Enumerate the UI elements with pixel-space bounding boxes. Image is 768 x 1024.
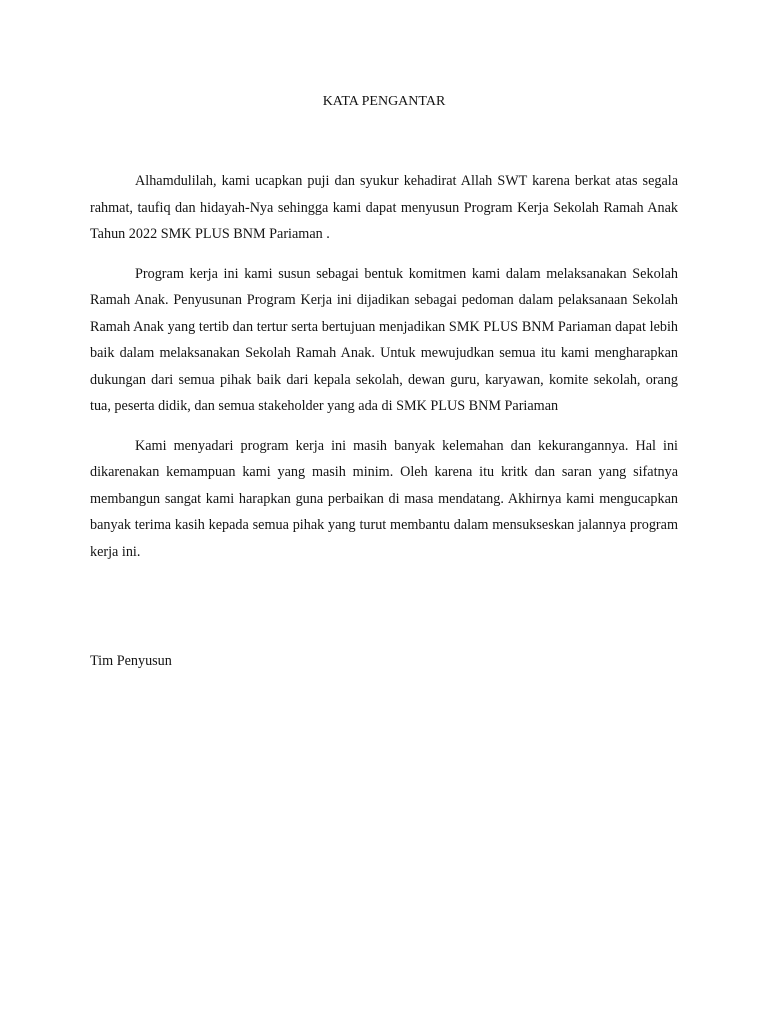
signature: Tim Penyusun <box>90 653 172 669</box>
paragraph-opening: Alhamdulilah, kami ucapkan puji dan syukur kehadirat Allah SWT karena berkat atas segala rahmat, taufiq dan hidayah-Nya sehingga kami dapat menyusun Program Kerja Sekolah Ramah Anak Tahun 2022 SMK PLUS BNM Pariaman . <box>90 173 678 242</box>
paragraph-closing: Kami menyadari program kerja ini masih banyak kelemahan dan kekurangannya. Hal ini dikarenakan kemampuan kami yang masih minim. Oleh karena itu kritk dan saran yang sifatnya membangun sangat kami harapkan guna perbaikan di masa mendatang. Akhirnya kami mengucapkan banyak terima kasih kepada semua pihak yang turut membantu dalam mensukseskan jalannya program kerja ini. <box>90 437 678 560</box>
page-title: KATA PENGANTAR <box>322 94 446 109</box>
paragraph-commitment: Program kerja ini kami susun sebagai bentuk komitmen kami dalam melaksanakan Sekolah Ramah Anak. Penyusunan Program Kerja ini dijadikan sebagai pedoman dalam pelaksanaan Sekolah Ramah Anak yang tertib dan tertur serta bertujuan menjadikan SMK PLUS BNM Pariaman dapat lebih baik dalam melaksanakan Sekolah Ramah Anak. Untuk mewujudkan semua itu kami mengharapkan dukungan dari semua pihak baik dari kepala sekolah, dewan guru, karyawan, komite sekolah, orang tua, peserta didik, dan semua stakeholder yang ada di SMK PLUS BNM Pariaman <box>90 265 678 414</box>
document-body <box>90 168 678 578</box>
